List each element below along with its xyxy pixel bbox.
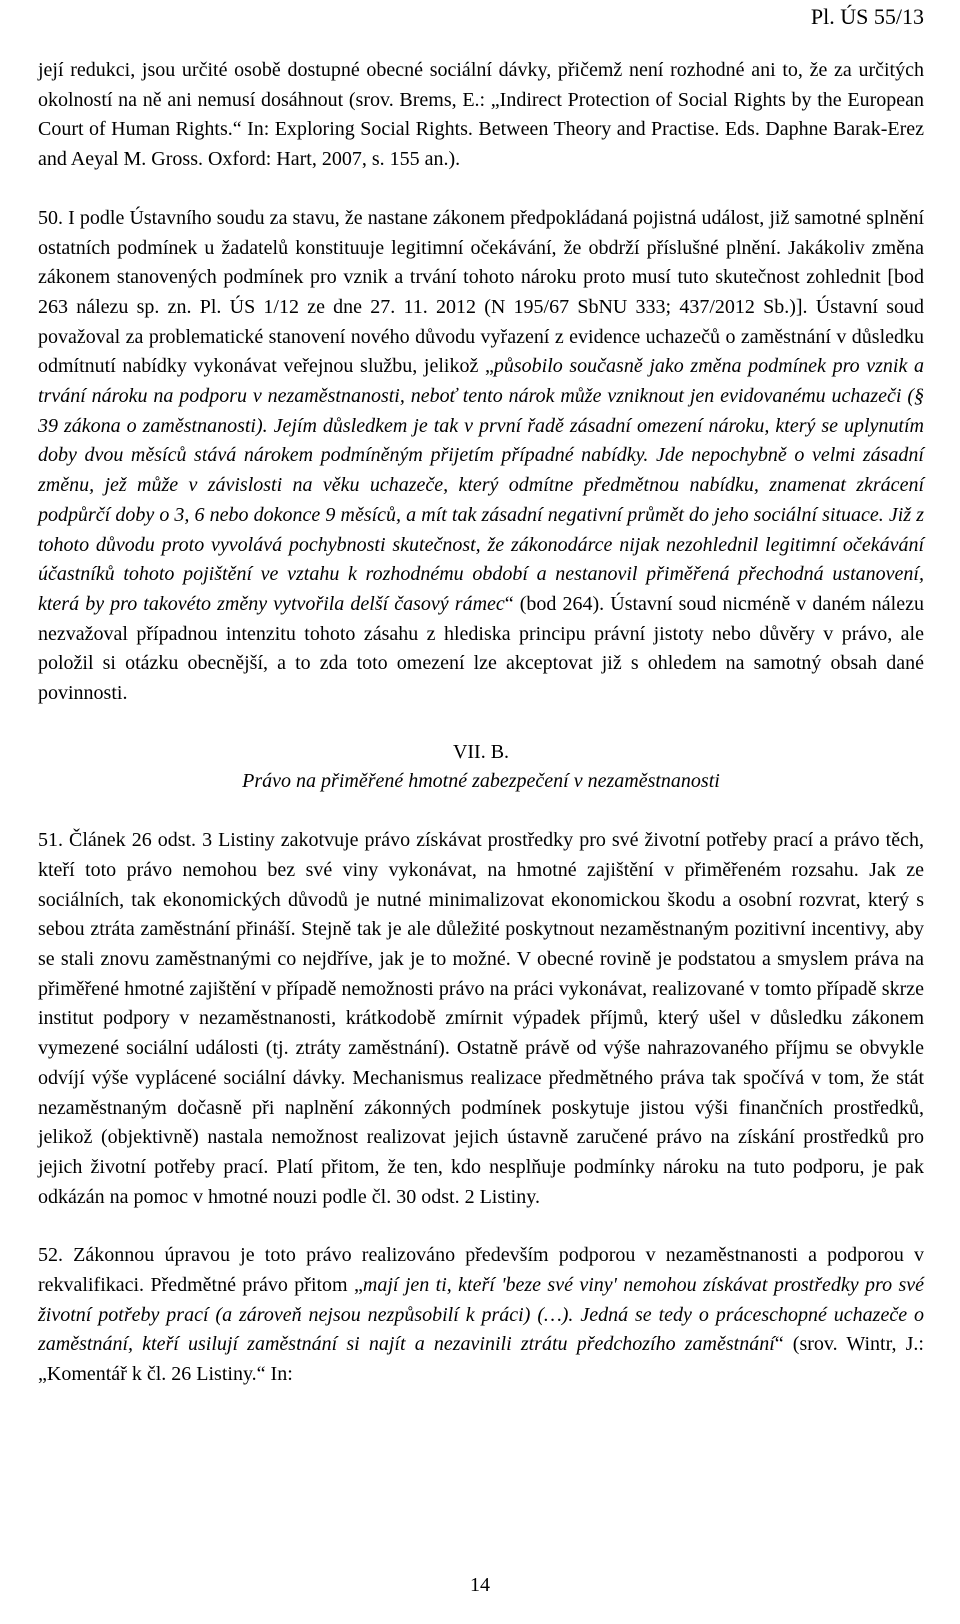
section-heading: VII. B.: [452, 740, 510, 763]
text-run: “ (bod 264). Ústavní soud nicméně v daném nálezu nezvažoval případnou intenzitu tohoto zásahu z hlediska principu právní jistoty nebo důvěry v právo, ale položil si otázku obecnější, a to zda toto omezení lze akceptovat již s ohledem na samotný obsah dané povinnosti.: [38, 592, 924, 705]
document-reference: Pl. ÚS 55/13: [810, 4, 924, 29]
paragraph-gap: [38, 1212, 924, 1241]
section-subheading: Právo na přiměřené hmotné zabezpečení v nezaměstnanosti: [242, 770, 720, 793]
paragraph-51: [38, 826, 924, 1212]
text-run: “ (srov. Wintr, J.: „Komentář k čl. 26 Listiny.“ In:: [38, 1333, 924, 1386]
paragraph-gap: [38, 175, 924, 204]
text-run: 52. Zákonnou úpravou je toto právo realizováno především podporou v nezaměstnanosti a podporou v rekvalifikaci. Předmětné právo přitom „: [38, 1244, 924, 1297]
italic-quote-run: působilo současně jako změna podmínek pro vznik a trvání nároku na podporu v nezaměstnanosti, neboť tento nárok může vzniknout jen evidovanému uchazeči (§ 39 zákona o zaměstnanosti). Jejím důsledkem je tak v první řadě zásadní omezení nároku, který se uplynutím doby dvou měsíců stává nárokem podmíněným přijetím případné nabídky. Jde nepochybně o velmi zásadní změnu, jež může v závislosti na věku uchazeče, který odmítne předmětnou nabídku, znamenat zkrácení podpůrčí doby o 3, 6 nebo dokonce 9 měsíců, a mít tak zásadní negativní průmět do jeho sociální situace. Již z tohoto důvodu proto vyvolává pochybnosti skutečnost, že zákonodárce nijak nezohlednil legitimní očekávání účastníků tohoto pojištění ve vztahu k rozhodnému období a nestanovil přiměřená přechodná ustanovení, která by pro takovéto změny vytvořila delší časový rámec: [38, 355, 924, 615]
page-number: 14: [470, 1574, 490, 1596]
italic-quote-run: mají jen ti, kteří 'beze své viny' nemohou získávat prostředky pro své životní potřeby prací (a zároveň nejsou nezpůsobilí k práci) (…). Jedná se tedy o práceschopné uchazeče o zaměstnání, kteří usilují zaměstnání si najít a nezavinili ztrátu předchozího zaměstnání: [38, 1274, 924, 1356]
paragraph-gap: [38, 709, 924, 738]
text-run: 51. Článek 26 odst. 3 Listiny zakotvuje právo získávat prostředky pro své životní potřeby prací a právo těch, kteří toto právo nemohou bez své viny vykonávat, na hmotné zajištění v přiměřeném rozsahu. Jak ze sociálních, tak ekonomických důvodů je nutné minimalizovat ekonomickou škodu a osobní rozvrat, který s sebou ztráta zaměstnání přináší. Stejně tak je ale důležité poskytnout nezaměstnaným pozitivní incentivy, aby se stali znovu zaměstnanými co nejdříve, jak je to možné. V obecné rovině je podstatou a smyslem práva na přiměřené hmotné zajištění v případě nemožnosti právo na práci vykonávat, realizované v tomto případě skrze institut podpory v nezaměstnanosti, krátkodobě zmírnit výpadek příjmů, který ušel v důsledku zákonem vymezené sociální události (tj. ztráty zaměstnání). Ostatně právě od výše nahrazovaného příjmu se obvykle odvíjí výše vyplácené sociální dávky. Mechanismus realizace předmětného práva tak spočívá v tom, že stát nezaměstnaným dočasně při naplnění zákonných podmínek poskytuje jistou výši finančních prostředků, jelikož (objektivně) nastala nemožnost realizovat jejich ústavně zaručené právo na získání prostředků pro jejich životní potřeby prací. Platí přitom, že ten, kdo nesplňuje podmínky nároku na tuto podporu, je pak odkázán na pomoc v hmotné nouzi podle čl. 30 odst. 2 Listiny.: [38, 829, 924, 1208]
text-run: její redukci, jsou určité osobě dostupné obecné sociální dávky, přičemž není rozhodné ani to, že za určitých okolností na ně ani nemusí dosáhnout (srov. Brems, E.: „Indirect Protection of Social Rights by the European Court of Human Rights.“ In: Exploring Social Rights. Between Theory and Practise. Eds. Daphne Barak-Erez and Aeyal M. Gross. Oxford: Hart, 2007, s. 155 an.).: [38, 59, 924, 171]
paragraph-52: [38, 1241, 924, 1390]
paragraph-50: [38, 204, 924, 709]
paragraph-gap: [38, 797, 924, 826]
paragraph-continuation: [38, 56, 924, 175]
text-run: 50. I podle Ústavního soudu za stavu, že nastane zákonem předpokládaná pojistná událost, již samotné splnění ostatních podmínek u žadatelů konstituuje legitimní očekávání, že obdrží příslušné plnění. Jakákoliv změna zákonem stanovených podmínek pro vznik a trvání tohoto nároku proto musí tuto skutečnost zohlednit [bod 263 nálezu sp. zn. Pl. ÚS 1/12 ze dne 27. 11. 2012 (N 195/67 SbNU 333; 437/2012 Sb.)]. Ústavní soud považoval za problematické stanovení nového důvodu vyřazení z evidence uchazečů o zaměstnání v důsledku odmítnutí nabídky vykonávat veřejnou službu, jelikož „: [38, 206, 924, 378]
document-body: [38, 56, 924, 1390]
